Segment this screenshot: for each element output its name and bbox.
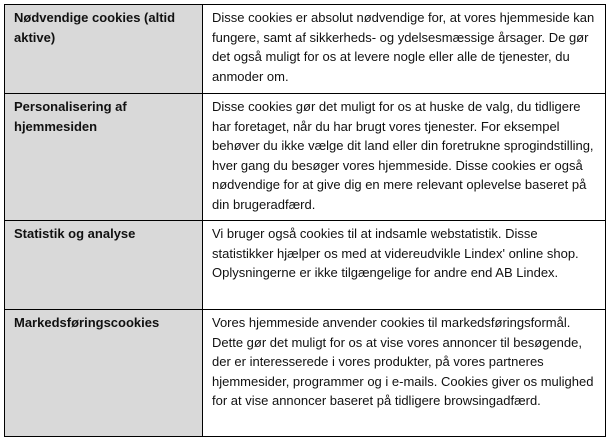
- category-statistics-label: Statistik og analyse: [5, 221, 203, 310]
- cookie-category-table: [4, 4, 606, 437]
- category-statistics-description: Vi bruger også cookies til at indsamle webstatistik. Disse statistikker hjælper os med at videreudvikle Lindex' online shop. Oplysningerne er ikke tilgængelige for andre end AB Lindex.: [203, 221, 606, 310]
- category-marketing-label: Markedsføringscookies: [5, 310, 203, 437]
- category-personalization-label: Personalisering af hjemmesiden: [5, 94, 203, 221]
- table-row: [5, 221, 606, 310]
- table-row: [5, 94, 606, 221]
- category-necessary-description: Disse cookies er absolut nødvendige for, at vores hjemmeside kan fungere, samt af sikkerheds- og ydelsesmæssige årsager. De gør det også muligt for os at levere nogle eller alle de tjenester, du anmoder om.: [203, 5, 606, 94]
- category-marketing-description: Vores hjemmeside anvender cookies til markedsføringsformål. Dette gør det muligt for os at vise vores annoncer til besøgende, der er interesserede i vores produkter, på vores partneres hjemmesider, programmer og i e-mails. Cookies giver os mulighed for at vise annoncer baseret på tidligere browsingadfærd.: [203, 310, 606, 437]
- table-row: [5, 5, 606, 94]
- category-necessary-label: Nødvendige cookies (altid aktive): [5, 5, 203, 94]
- table-row: [5, 310, 606, 437]
- category-personalization-description: Disse cookies gør det muligt for os at huske de valg, du tidligere har foretaget, når du har brugt vores tjenester. For eksempel behøver du ikke vælge dit land eller din foretrukne sprogindstilling, hver gang du besøger vores hjemmeside. Disse cookies er også nødvendige for at give dig en mere relevant oplevelse baseret på din brugeradfærd.: [203, 94, 606, 221]
